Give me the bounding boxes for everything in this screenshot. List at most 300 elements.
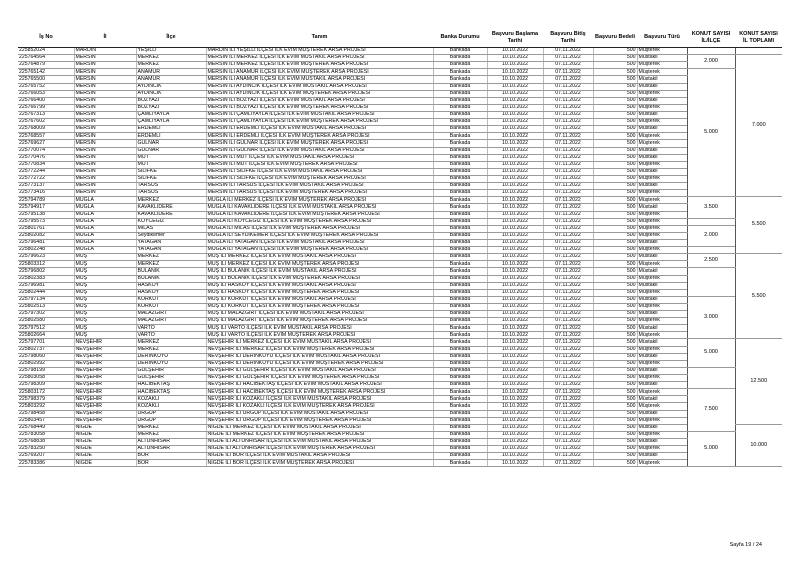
table-cell: DERİNKUYU [136,353,206,360]
table-cell: MERSİN İLİ BOZYAZI İLÇESİ İLK EVİM MUŞTEREK ARSA PROJESİ [206,104,433,111]
table-cell: MERSİN [74,119,136,126]
table-cell: Müstakil [637,83,687,90]
table-cell: 10.10.2022 [487,410,543,417]
column-header: Banka Durumu [433,28,487,48]
table-cell: 225802664 [18,332,74,339]
table-cell: 225768557 [18,133,74,140]
table-cell: 500 [593,410,637,417]
table-cell: 10.10.2022 [487,168,543,175]
table-cell: 225798458 [18,410,74,417]
table-cell: NEVŞEHİR [74,382,136,389]
table-cell: NEVŞEHİR [74,353,136,360]
table-cell: 10.10.2022 [487,190,543,197]
table-cell: 07.11.2022 [543,247,593,254]
table-cell: 10.10.2022 [487,154,543,161]
table-cell: 500 [593,289,637,296]
table-cell: 225765500 [18,76,74,83]
table-cell: NEVŞEHİR İLİ HACIBEKTAŞ İLÇESİ İLK EVİM MÜSTAKİL ARSA PROJESİ [206,382,433,389]
table-cell: NEVŞEHİR [74,360,136,367]
table-cell: Bankada [433,190,487,197]
table-cell: YATAĞAN [136,247,206,254]
table-cell: 225798379 [18,396,74,403]
table-cell: 07.11.2022 [543,183,593,190]
table-cell: MERKEZ [136,254,206,261]
table-cell: 07.11.2022 [543,90,593,97]
table-cell: MERSİN [74,62,136,69]
table-cell: HASKÖY [136,282,206,289]
table-cell: 225798060 [18,353,74,360]
table-cell: 10.10.2022 [487,104,543,111]
table-cell: MERSİN İLİ ERDEMLİ İLÇESİ İLK EVİM MUŞTEREK ARSA PROJESİ [206,133,433,140]
table-cell: VARTO [136,325,206,332]
table-cell: Müşterek [637,62,687,69]
table-cell: MUĞLA İLİ KAVAKLIDERE İLÇESİ İLK EVİM MÜSTAKİL ARSA PROJESİ [206,204,433,211]
table-cell: MERSİN [74,190,136,197]
table-cell: Bankada [433,239,487,246]
table-cell: MİLAS [136,225,206,232]
table-cell: 500 [593,111,637,118]
table-row [18,396,782,403]
table-cell: Bankada [433,140,487,147]
il-ilce-count-cell: 2.500 [687,254,735,268]
table-cell: 225802082 [18,232,74,239]
table-cell: ÜRGÜP [136,417,206,424]
table-cell: MERKEZ [136,339,206,346]
table-cell: 07.11.2022 [543,232,593,239]
table-cell: 10.10.2022 [487,417,543,424]
table-cell: 225798199 [18,367,74,374]
table-cell: 10.10.2022 [487,346,543,353]
table-cell: 500 [593,453,637,460]
table-cell: 07.11.2022 [543,353,593,360]
table-cell: 10.10.2022 [487,268,543,275]
table-cell: Bankada [433,133,487,140]
table-cell: Müşterek [637,289,687,296]
table-cell: NİĞDE [74,439,136,446]
table-row [18,261,782,268]
table-cell: 500 [593,439,637,446]
table-row [18,190,782,197]
table-cell: MERSİN İLİ GÜLNAR İLÇESİ İLK EVİM MÜSTAKİL ARSA PROJESİ [206,147,433,154]
table-cell: Müşterek [637,48,687,55]
table-row [18,161,782,168]
table-cell: 225797512 [18,325,74,332]
table-cell: Müstakil [637,154,687,161]
table-cell: 500 [593,83,637,90]
page-number: Sayfa 19 / 24 [729,542,762,548]
table-cell: 500 [593,197,637,204]
table-cell: 07.11.2022 [543,204,593,211]
table-cell: 10.10.2022 [487,175,543,182]
table-cell: NİĞDE İLİ BOR İLÇESİ İLK EVİM MUŞTEREK ARSA PROJESİ [206,460,433,467]
table-cell: 10.10.2022 [487,83,543,90]
table-cell: SİLİFKE [136,168,206,175]
table-cell: 10.10.2022 [487,360,543,367]
table-cell: 225802580 [18,318,74,325]
table-cell: 10.10.2022 [487,239,543,246]
table-row [18,247,782,254]
table-cell: 500 [593,204,637,211]
table-cell: 225852024 [18,48,74,55]
table-cell: MERSİN İLİ MUT İLÇESİ İLK EVİM MÜSTAKİL ARSA PROJESİ [206,154,433,161]
table-cell: 500 [593,55,637,62]
table-cell: Bankada [433,410,487,417]
table-cell: 10.10.2022 [487,183,543,190]
table-cell: MUĞLA [74,239,136,246]
table-cell: Müstakil [637,424,687,431]
table-cell: 07.11.2022 [543,417,593,424]
table-cell: HACIBEKTAŞ [136,389,206,396]
table-row [18,325,782,332]
table-cell: 500 [593,175,637,182]
table-cell: Müşterek [637,140,687,147]
table-cell: 10.10.2022 [487,460,543,467]
table-cell: Bankada [433,48,487,55]
table-cell: MERSİN İLİ TARSUS İLÇESİ İLK EVİM MÜSTAKİL ARSA PROJESİ [206,183,433,190]
table-cell: 500 [593,375,637,382]
table-cell: Bankada [433,119,487,126]
table-cell: 10.10.2022 [487,296,543,303]
table-cell: MERSİN İLİ MERKEZ İLÇESİ İLK EVİM MUŞTEREK ARSA PROJESİ [206,62,433,69]
table-cell: 07.11.2022 [543,446,593,453]
il-ilce-count-cell [687,367,735,388]
table-cell: 500 [593,69,637,76]
table-cell: 225796623 [18,254,74,261]
table-cell: Müstakil [637,204,687,211]
table-cell: 10.10.2022 [487,225,543,232]
table-row [18,282,782,289]
il-total-count-cell: 5.500 [735,197,782,254]
table-cell: ÇAMLIYAYLA [136,119,206,126]
table-cell: KAVAKLIDERE [136,211,206,218]
table-cell: 500 [593,225,637,232]
table-cell: Bankada [433,211,487,218]
application-table [18,28,782,467]
table-cell: 225783250 [18,446,74,453]
table-cell: 07.11.2022 [543,126,593,133]
il-ilce-count-cell: 5.000 [687,431,735,467]
table-cell: 500 [593,282,637,289]
table-cell: 225783386 [18,460,74,467]
table-cell: 07.11.2022 [543,346,593,353]
table-cell: Müşterek [637,303,687,310]
table-cell: MERSİN İLİ AYDINCIK İLÇESİ İLK EVİM MÜSTAKİL ARSA PROJESİ [206,83,433,90]
table-cell: GÜLNAR [136,147,206,154]
table-cell: Bankada [433,161,487,168]
table-cell: MARDİN İLİ YEŞİLLİ İLÇESİ İLK EVİM MUŞTEREK ARSA PROJESİ [206,48,433,55]
table-cell: 500 [593,126,637,133]
table-cell: NEVŞEHİR İLİ GÜLŞEHİR İLÇESİ İLK EVİM MÜSTAKİL ARSA PROJESİ [206,367,433,374]
table-cell: Bankada [433,403,487,410]
table-cell: 225769627 [18,140,74,147]
table-cell: 07.11.2022 [543,389,593,396]
table-row [18,154,782,161]
table-cell: NEVŞEHİR İLİ DERİNKUYU İLÇESİ İLK EVİM MUŞTEREK ARSA PROJESİ [206,360,433,367]
table-cell: Müşterek [637,69,687,76]
table-cell: Müstakil [637,325,687,332]
table-cell: Seydikemer [136,232,206,239]
table-cell: Müşterek [637,211,687,218]
table-cell: 225770476 [18,154,74,161]
table-cell: 07.11.2022 [543,211,593,218]
table-cell: Bankada [433,76,487,83]
il-total-count-cell: 7.000 [735,55,782,197]
table-cell: 225773137 [18,183,74,190]
table-cell: KORKUT [136,296,206,303]
table-cell: 225766053 [18,90,74,97]
table-cell: 07.11.2022 [543,239,593,246]
table-cell: GÜLŞEHİR [136,367,206,374]
table-cell: 10.10.2022 [487,303,543,310]
table-cell: Müşterek [637,375,687,382]
table-row [18,389,782,396]
table-cell: 225794789 [18,197,74,204]
table-cell: Bankada [433,55,487,62]
table-cell: MERKEZ [136,431,206,438]
table-cell: Müşterek [637,431,687,438]
table-cell: NEVŞEHİR [74,396,136,403]
column-header: Başvuru Türü [637,28,687,48]
table-cell: KOZAKLI [136,396,206,403]
table-cell: 225772244 [18,168,74,175]
table-cell: MUĞLA [74,197,136,204]
table-cell: 07.11.2022 [543,303,593,310]
table-cell: Bankada [433,353,487,360]
table-cell: Bankada [433,62,487,69]
il-ilce-count-cell: 2.000 [687,225,735,246]
table-cell: 07.11.2022 [543,168,593,175]
table-cell: NEVŞEHİR [74,410,136,417]
table-cell: BOZYAZI [136,104,206,111]
table-row [18,453,782,460]
table-cell: 10.10.2022 [487,161,543,168]
table-cell: 500 [593,97,637,104]
table-cell: 10.10.2022 [487,403,543,410]
table-cell: MUŞ [74,275,136,282]
table-cell: 07.11.2022 [543,332,593,339]
table-cell: MUŞ [74,268,136,275]
table-cell: 225802513 [18,303,74,310]
table-row [18,318,782,325]
column-header: Başvuru Başlama Tarihi [487,28,543,48]
table-cell: Bankada [433,311,487,318]
table-cell: MERSİN [74,76,136,83]
table-cell: 07.11.2022 [543,431,593,438]
table-cell: 07.11.2022 [543,69,593,76]
table-cell: MERKEZ [136,197,206,204]
column-header: Tanım [206,28,433,48]
table-cell: 07.11.2022 [543,360,593,367]
table-cell: 07.11.2022 [543,339,593,346]
il-ilce-count-cell [687,268,735,296]
table-cell: MUŞ [74,289,136,296]
table-cell: 10.10.2022 [487,289,543,296]
table-cell: 07.11.2022 [543,439,593,446]
table-cell: NEVŞEHİR [74,339,136,346]
table-cell: 07.11.2022 [543,453,593,460]
table-cell: Müstakil [637,126,687,133]
table-cell: NİĞDE İLİ ALTUNHİSAR İLÇESİ İLK EVİM MUŞTEREK ARSA PROJESİ [206,446,433,453]
table-cell: 10.10.2022 [487,389,543,396]
table-row [18,140,782,147]
table-cell: NİĞDE [74,453,136,460]
table-cell: 500 [593,424,637,431]
table-cell: Bankada [433,154,487,161]
table-row [18,48,782,55]
table-cell: MUŞ [74,332,136,339]
table-cell: 500 [593,332,637,339]
table-row [18,460,782,467]
table-cell: MERSİN İLİ SİLİFKE İLÇESİ İLK EVİM MUŞTEREK ARSA PROJESİ [206,175,433,182]
table-cell: Müşterek [637,417,687,424]
table-cell: MERSİN [74,140,136,147]
table-cell: Bankada [433,303,487,310]
table-cell: 07.11.2022 [543,261,593,268]
table-cell: MERSİN [74,161,136,168]
table-cell: ANAMUR [136,69,206,76]
table-cell: 07.11.2022 [543,460,593,467]
table-cell: Müşterek [637,225,687,232]
table-cell: 10.10.2022 [487,439,543,446]
table-cell: 500 [593,119,637,126]
table-cell: ÜRGÜP [136,410,206,417]
table-row [18,410,782,417]
table-cell: 07.11.2022 [543,375,593,382]
table-cell: 225769207 [18,453,74,460]
table-cell: 500 [593,168,637,175]
table-cell: MUĞLA İLİ YATAĞAN İLÇESİ İLK EVİM MUŞTEREK ARSA PROJESİ [206,247,433,254]
table-cell: 500 [593,303,637,310]
table-cell: MERSİN İLİ ÇAMLIYAYLA İLÇESİ İLK EVİM MÜSTAKİL ARSA PROJESİ [206,111,433,118]
table-row [18,168,782,175]
table-cell: Müstakil [637,382,687,389]
table-cell: Müşterek [637,197,687,204]
table-row [18,339,782,346]
table-cell: MALAZGİRT [136,318,206,325]
table-cell: NEVŞEHİR [74,346,136,353]
table-row [18,175,782,182]
table-cell: Müstakil [637,268,687,275]
table-cell: 07.11.2022 [543,111,593,118]
table-row [18,446,782,453]
table-cell: 10.10.2022 [487,111,543,118]
table-row [18,360,782,367]
table-cell: NİĞDE [74,460,136,467]
table-row [18,375,782,382]
table-cell: VARTO [136,332,206,339]
table-cell: 07.11.2022 [543,396,593,403]
table-cell: 225802737 [18,346,74,353]
table-cell: Bankada [433,446,487,453]
table-cell: 10.10.2022 [487,232,543,239]
il-total-count-cell [735,48,782,55]
table-cell: 10.10.2022 [487,76,543,83]
table-cell: Bankada [433,289,487,296]
table-cell: Müstakil [637,353,687,360]
table-row [18,439,782,446]
table-cell: Müşterek [637,218,687,225]
table-cell: 07.11.2022 [543,175,593,182]
table-cell: 07.11.2022 [543,410,593,417]
table-cell: MERSİN İLİ GÜLNAR İLÇESİ İLK EVİM MUŞTEREK ARSA PROJESİ [206,140,433,147]
table-cell: KÖYCEĞİZ [136,218,206,225]
table-cell: 07.11.2022 [543,197,593,204]
table-cell: ERDEMLİ [136,126,206,133]
table-row [18,346,782,353]
table-cell: 500 [593,254,637,261]
table-cell: 10.10.2022 [487,55,543,62]
table-cell: 225770834 [18,161,74,168]
table-cell: 10.10.2022 [487,325,543,332]
table-cell: 07.11.2022 [543,311,593,318]
table-row [18,111,782,118]
table-cell: MERSİN İLİ BOZYAZI İLÇESİ İLK EVİM MÜSTAKİL ARSA PROJESİ [206,97,433,104]
table-cell: 500 [593,261,637,268]
table-cell: 500 [593,104,637,111]
table-cell: BULANIK [136,275,206,282]
table-row [18,126,782,133]
table-cell: MERSİN [74,183,136,190]
table-cell: MERSİN İLİ MERKEZ İLÇESİ İLK EVİM MÜSTAKİL ARSA PROJESİ [206,55,433,62]
table-cell: Bankada [433,126,487,133]
table-cell: Bankada [433,104,487,111]
table-cell: Bankada [433,197,487,204]
table-cell: Bankada [433,168,487,175]
table-cell: MUŞ İLİ KORKUT İLÇESİ İLK EVİM MÜSTAKİL ARSA PROJESİ [206,296,433,303]
table-cell: 500 [593,346,637,353]
table-cell: 225796481 [18,239,74,246]
table-cell: 07.11.2022 [543,318,593,325]
table-row [18,83,782,90]
table-cell: MERSİN İLİ ANAMUR İLÇESİ İLK EVİM MÜSTAKİL ARSA PROJESİ [206,76,433,83]
table-row [18,303,782,310]
table-cell: MUĞLA [74,225,136,232]
table-cell: 225765142 [18,69,74,76]
il-ilce-count-cell: 3.000 [687,296,735,339]
table-row [18,119,782,126]
table-cell: Bankada [433,183,487,190]
table-cell: 500 [593,460,637,467]
table-row [18,55,782,62]
table-cell: 500 [593,147,637,154]
table-cell: Bankada [433,204,487,211]
table-cell: MERSİN İLİ ANAMUR İLÇESİ İLK EVİM MUŞTEREK ARSA PROJESİ [206,69,433,76]
table-cell: MUĞLA İLİ YATAĞAN İLÇESİ İLK EVİM MÜSTAKİL ARSA PROJESİ [206,239,433,246]
table-cell: 225803292 [18,403,74,410]
table-cell: 07.11.2022 [543,104,593,111]
table-cell: 500 [593,76,637,83]
table-cell: 500 [593,268,637,275]
il-ilce-count-cell [687,247,735,254]
table-cell: MUŞ [74,261,136,268]
table-cell: NEVŞEHİR [74,403,136,410]
table-cell: NEVŞEHİR İLİ KOZAKLI İLÇESİ İLK EVİM MUŞTEREK ARSA PROJESİ [206,403,433,410]
table-cell: Müstakil [637,296,687,303]
table-cell: 500 [593,62,637,69]
table-cell: MERKEZ [136,62,206,69]
table-cell: Bankada [433,175,487,182]
table-cell: Müşterek [637,133,687,140]
table-cell: Müstakil [637,410,687,417]
table-row [18,417,782,424]
table-cell: Bankada [433,453,487,460]
table-cell: MERSİN [74,147,136,154]
table-cell: MERSİN İLİ AYDINCIK İLÇESİ İLK EVİM MUŞTEREK ARSA PROJESİ [206,90,433,97]
table-row [18,232,782,239]
table-cell: 225770074 [18,147,74,154]
table-cell: 10.10.2022 [487,282,543,289]
table-row [18,104,782,111]
